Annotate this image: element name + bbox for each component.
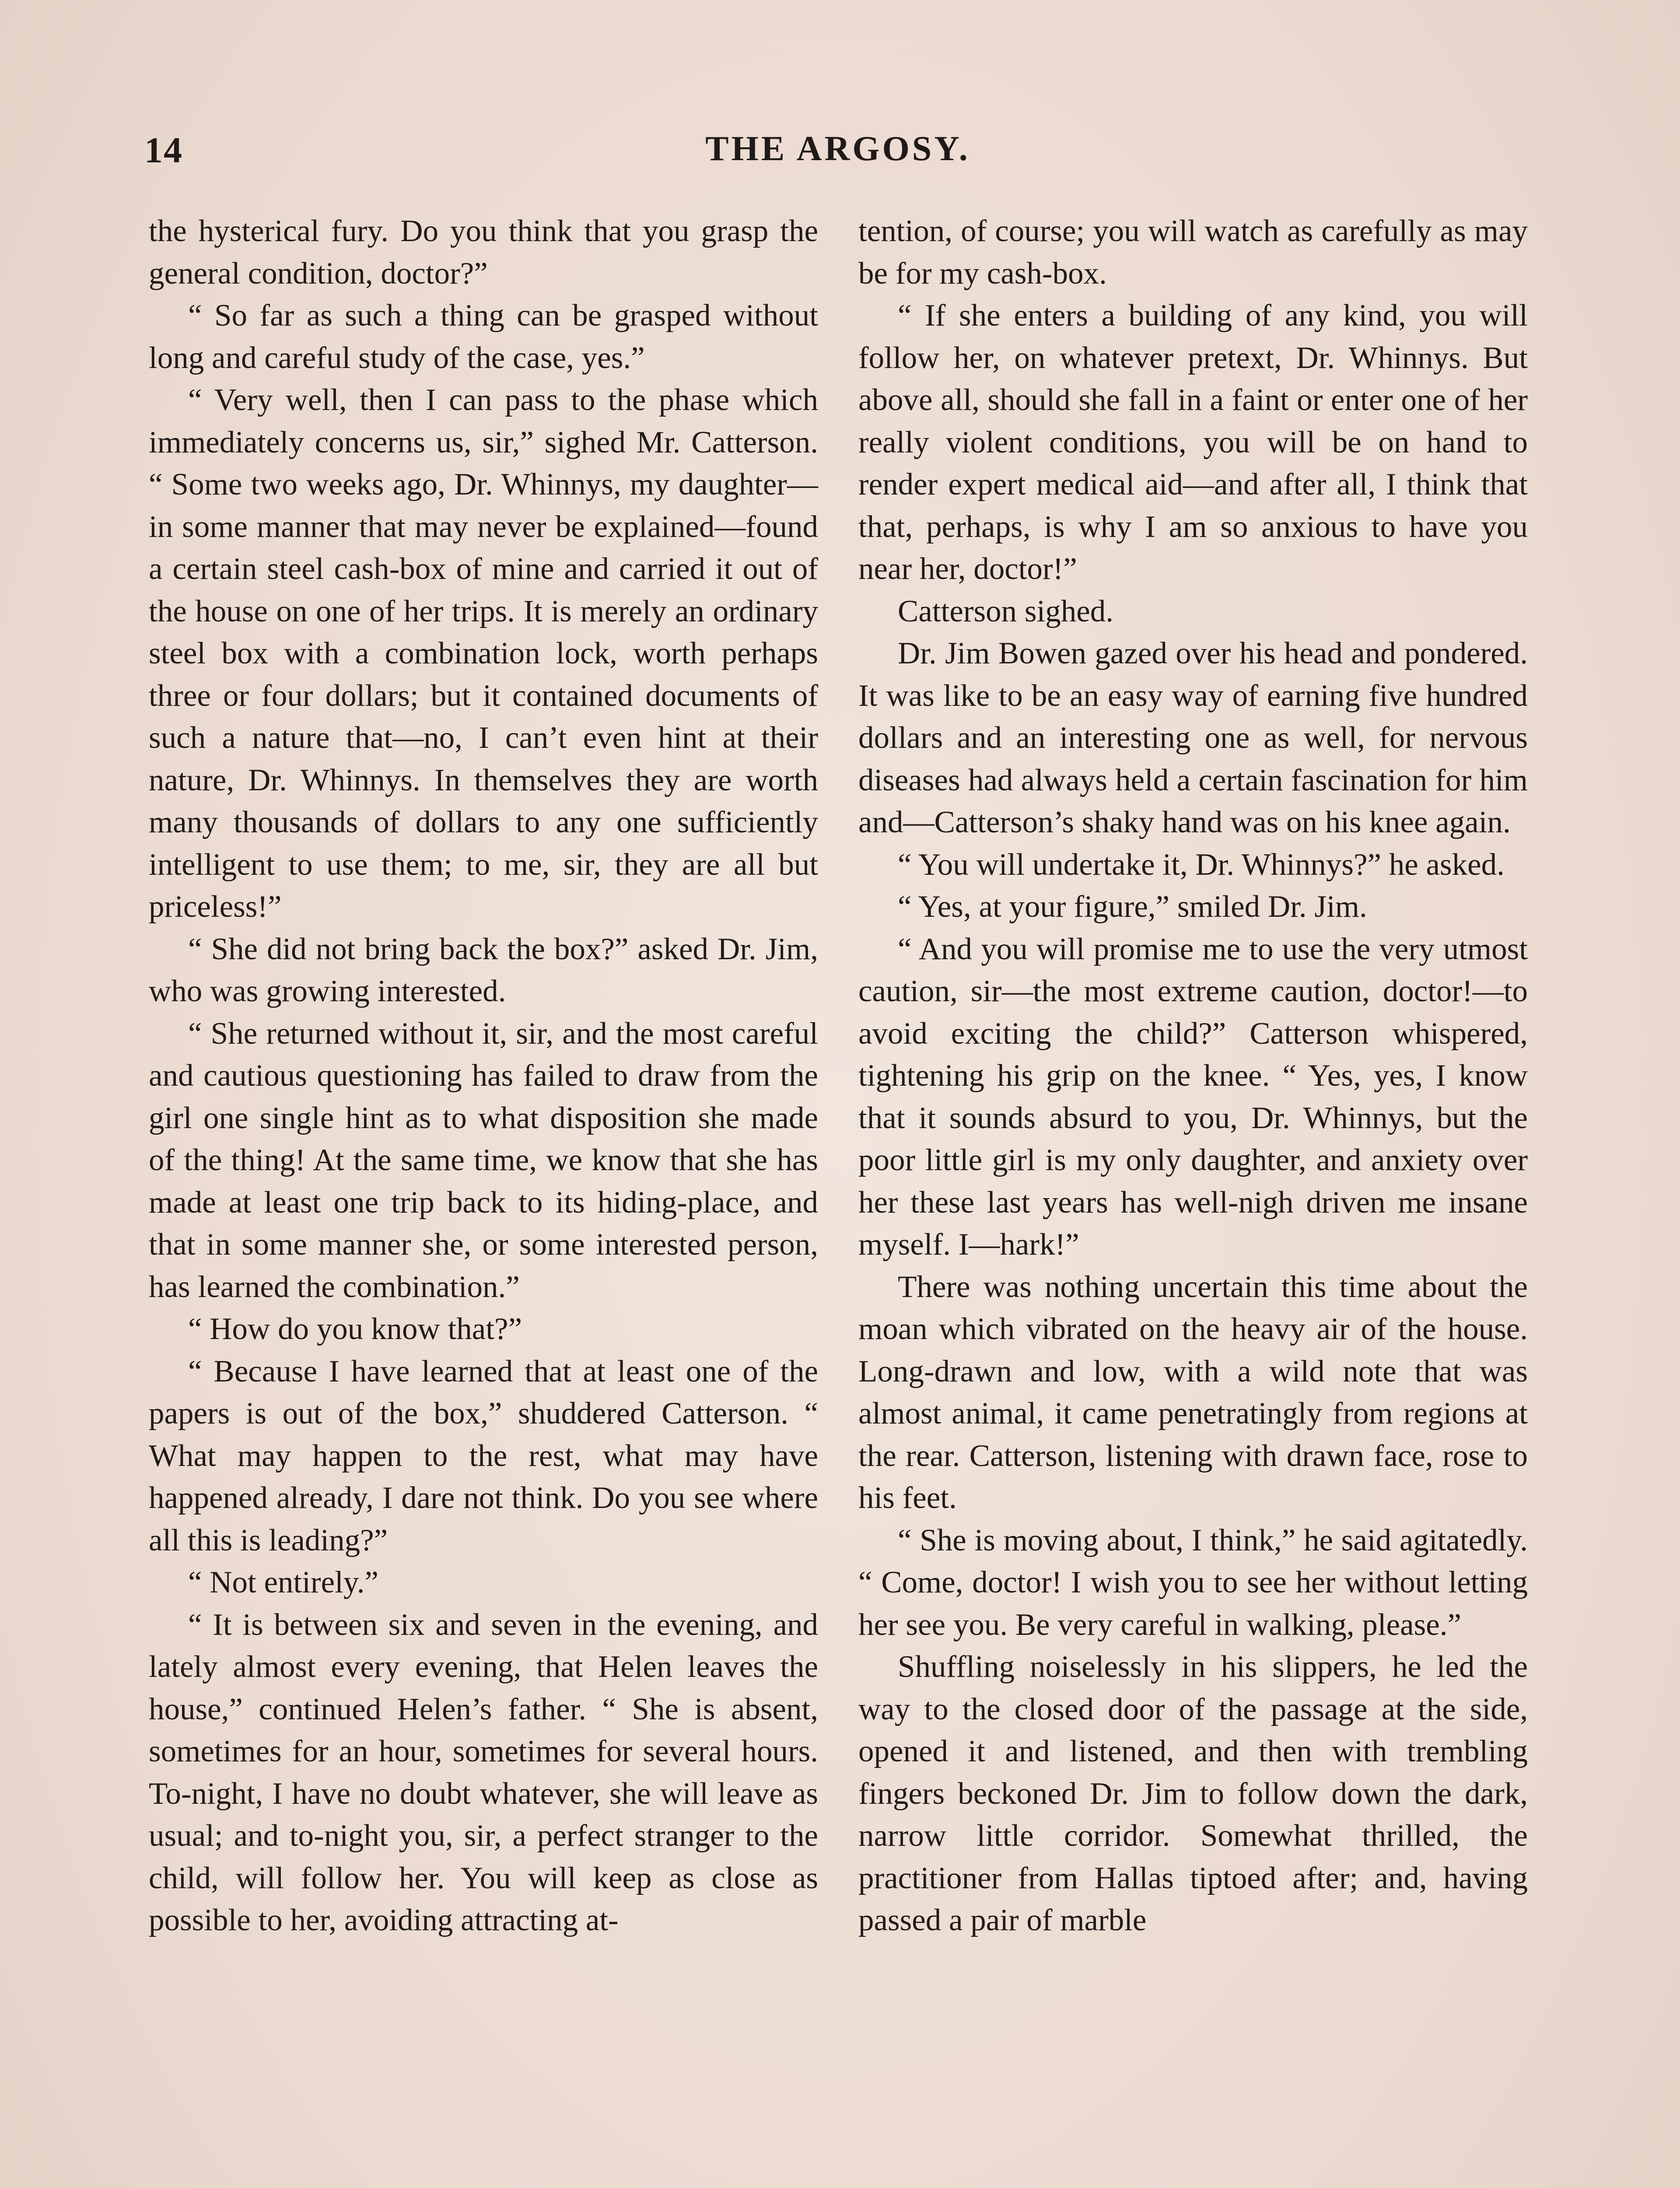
paragraph: “ If she enters a building of any kind, you will follow her, on whatever pretext, Dr. Whinnys. But above all, should she fall in a faint or enter one of her really violent conditions, you will be on hand to render expert medical aid—and after all, I think that that, perhaps, is why I am so anxious to have you near her, doctor!” [858,298,1528,586]
paragraph: “ Not entirely.” [188,1565,379,1599]
left-column [149,210,818,1942]
paragraph: “ She is moving about, I think,” he said agitatedly. “ Come, doctor! I wish you to see her without letting her see you. Be very careful in walking, please.” [858,1523,1528,1642]
paragraph: “ Yes, at your figure,” smiled Dr. Jim. [898,890,1367,924]
paragraph: There was nothing uncertain this time about the moan which vibrated on the heavy air of the house. Long-drawn and low, with a wild note that was almost animal, it came penetratingly from regions at the rear. Catterson, listening with drawn face, rose to his feet. [858,1269,1528,1515]
paragraph: “ It is between six and seven in the evening, and lately almost every evening, that Helen leaves the house,” continued Helen’s father. “ She is absent, sometimes for an hour, sometimes for several hours. To-night, I have no doubt whatever, she will leave as usual; and to-night you, sir, a perfect stranger to the child, will follow her. You will keep as close as possible to her, avoiding attracting at- [149,1607,818,1937]
paragraph: “ Very well, then I can pass to the phase which immediately concerns us, sir,” sighed Mr. Catterson. “ Some two weeks ago, Dr. Whinnys, my daughter—in some manner that may never be explained—found a certain steel cash-box of mine and carried it out of the house on one of her trips. It is merely an ordinary steel box with a combination lock, worth perhaps three or four dollars; but it contained documents of such a nature that—no, I can’t even hint at their nature, Dr. Whinnys. In themselves they are worth many thousands of dollars to any one sufficiently intelligent to use them; to me, sir, they are all but priceless!” [149,383,818,924]
paragraph: “ Because I have learned that at least one of the papers is out of the box,” shuddered Catterson. “ What may happen to the rest, what may have happened already, I dare not think. Do you see where all this is leading?” [149,1354,818,1557]
right-column [858,210,1528,1942]
paragraph: Shuffling noiselessly in his slippers, he led the way to the closed door of the passage at the side, opened it and listened, and then with trembling fingers beckoned Dr. Jim to follow down the dark, narrow little corridor. Somewhat thrilled, the practitioner from Hallas tiptoed after; and, having passed a pair of marble [858,1650,1528,1937]
paragraph: “ And you will promise me to use the very utmost caution, sir—the most extreme caution, doctor!—to avoid exciting the child?” Catterson whispered, tightening his grip on the knee. “ Yes, yes, I know that it sounds absurd to you, Dr. Whinnys, but the poor little girl is my only daughter, and anxiety over her these last years has well-nigh driven me insane myself. I—hark!” [858,932,1528,1262]
page-header [144,129,1531,177]
page-number: 14 [144,130,183,171]
paragraph: “ She did not bring back the box?” asked Dr. Jim, who was growing interested. [149,932,818,1008]
paragraph: “ You will undertake it, Dr. Whinnys?” he asked. [898,847,1505,882]
paragraph: “ How do you know that?” [188,1312,522,1346]
paragraph: Dr. Jim Bowen gazed over his head and pondered. It was like to be an easy way of earning five hundred dollars and an interesting one as well, for nervous diseases had always held a certain fascination for him and—Catterson’s shaky hand was on his knee again. [858,636,1528,839]
paragraph: “ So far as such a thing can be grasped without long and careful study of the case, yes.” [149,298,818,375]
running-title: THE ARGOSY. [705,130,970,168]
paragraph: tention, of course; you will watch as carefully as may be for my cash-box. [858,214,1528,291]
paragraph: Catterson sighed. [898,594,1113,628]
paragraph: the hysterical fury. Do you think that you grasp the general condition, doctor?” [149,214,818,291]
paragraph: “ She returned without it, sir, and the most careful and cautious questioning has failed to draw from the girl one single hint as to what disposition she made of the thing! At the same time, we know that she has made at least one trip back to its hiding-place, and that in some manner she, or some interested person, has learned the combination.” [149,1016,818,1304]
